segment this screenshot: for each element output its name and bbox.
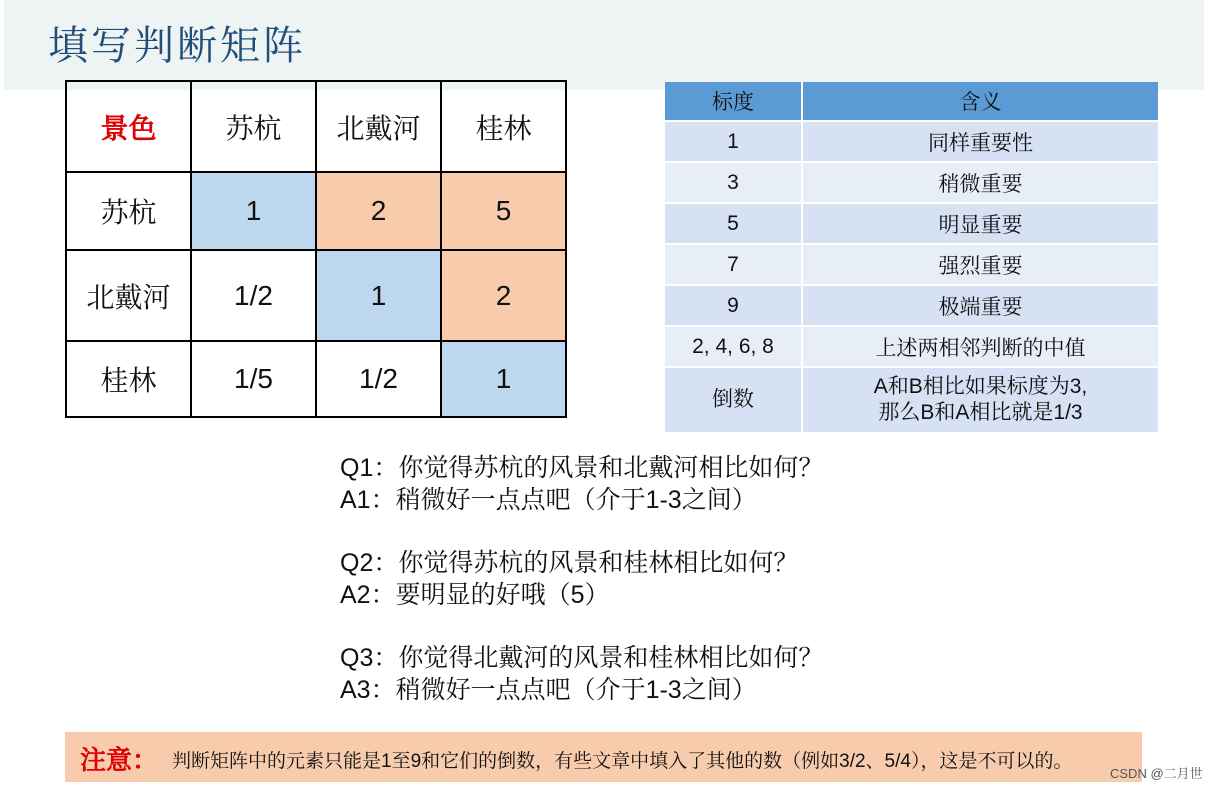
scale-row — [665, 122, 1158, 161]
scale-value: 5 — [665, 204, 803, 243]
scale-row — [665, 327, 1158, 366]
matrix-col-header: 北戴河 — [316, 81, 441, 172]
matrix-cell: 5 — [441, 172, 566, 250]
matrix-cell: 1 — [191, 172, 316, 250]
scale-table — [665, 80, 1158, 434]
matrix-row — [66, 250, 566, 341]
matrix-cell: 1/5 — [191, 341, 316, 417]
scale-row — [665, 163, 1158, 202]
note-label: 注意： — [80, 745, 159, 775]
scale-meaning: 上述两相邻判断的中值 — [803, 327, 1158, 366]
scale-value: 2, 4, 6, 8 — [665, 327, 803, 366]
matrix-cell: 1/2 — [191, 250, 316, 341]
question: Q1：你觉得苏杭的风景和北戴河相比如何？ — [340, 454, 824, 482]
matrix-row-header: 桂林 — [66, 341, 191, 417]
scale-row — [665, 368, 1158, 432]
note-bar — [65, 732, 1142, 782]
matrix-col-header: 苏杭 — [191, 81, 316, 172]
scale-meaning: 同样重要性 — [803, 122, 1158, 161]
scale-value: 7 — [665, 245, 803, 284]
matrix-cell: 1/2 — [316, 341, 441, 417]
matrix-row-header: 北戴河 — [66, 250, 191, 341]
scale-value: 倒数 — [665, 368, 803, 432]
scale-value: 3 — [665, 163, 803, 202]
scale-meaning: 稍微重要 — [803, 163, 1158, 202]
scale-meaning: 极端重要 — [803, 286, 1158, 325]
scale-header-value: 标度 — [665, 82, 803, 120]
matrix-corner-label: 景色 — [66, 81, 191, 172]
matrix-row — [66, 341, 566, 417]
question: Q3：你觉得北戴河的风景和桂林相比如何？ — [340, 644, 824, 672]
scale-meaning: 明显重要 — [803, 204, 1158, 243]
scale-value: 1 — [665, 122, 803, 161]
page-title: 填写判断矩阵 — [48, 23, 306, 69]
note-text: 判断矩阵中的元素只能是1至9和它们的倒数，有些文章中填入了其他的数（例如3/2、5/4），这是不可以的。 — [172, 751, 1073, 772]
scale-meaning — [803, 368, 1158, 432]
scale-row — [665, 245, 1158, 284]
scale-row — [665, 204, 1158, 243]
watermark: CSDN @二月世 — [1110, 766, 1203, 781]
answer: A1：稍微好一点点吧（介于1-3之间） — [340, 486, 757, 514]
scale-meaning-line: 那么B和A相比就是1/3 — [878, 401, 1083, 424]
matrix-cell: 2 — [316, 172, 441, 250]
matrix-header-row — [66, 81, 566, 172]
scale-row — [665, 286, 1158, 325]
matrix-col-header: 桂林 — [441, 81, 566, 172]
scale-header-row — [665, 82, 1158, 120]
matrix-cell: 2 — [441, 250, 566, 341]
matrix-cell: 1 — [316, 250, 441, 341]
scale-meaning: 强烈重要 — [803, 245, 1158, 284]
scale-value: 9 — [665, 286, 803, 325]
question: Q2：你觉得苏杭的风景和桂林相比如何？ — [340, 549, 799, 577]
answer: A2：要明显的好哦（5） — [340, 581, 610, 609]
qa-section — [340, 452, 823, 706]
matrix-row — [66, 172, 566, 250]
matrix-row-header: 苏杭 — [66, 172, 191, 250]
scale-header-meaning: 含义 — [803, 82, 1158, 120]
scale-meaning-line: A和B相比如果标度为3, — [873, 374, 1088, 398]
judgment-matrix — [65, 80, 567, 418]
answer: A3：稍微好一点点吧（介于1-3之间） — [340, 676, 757, 704]
matrix-cell: 1 — [441, 341, 566, 417]
